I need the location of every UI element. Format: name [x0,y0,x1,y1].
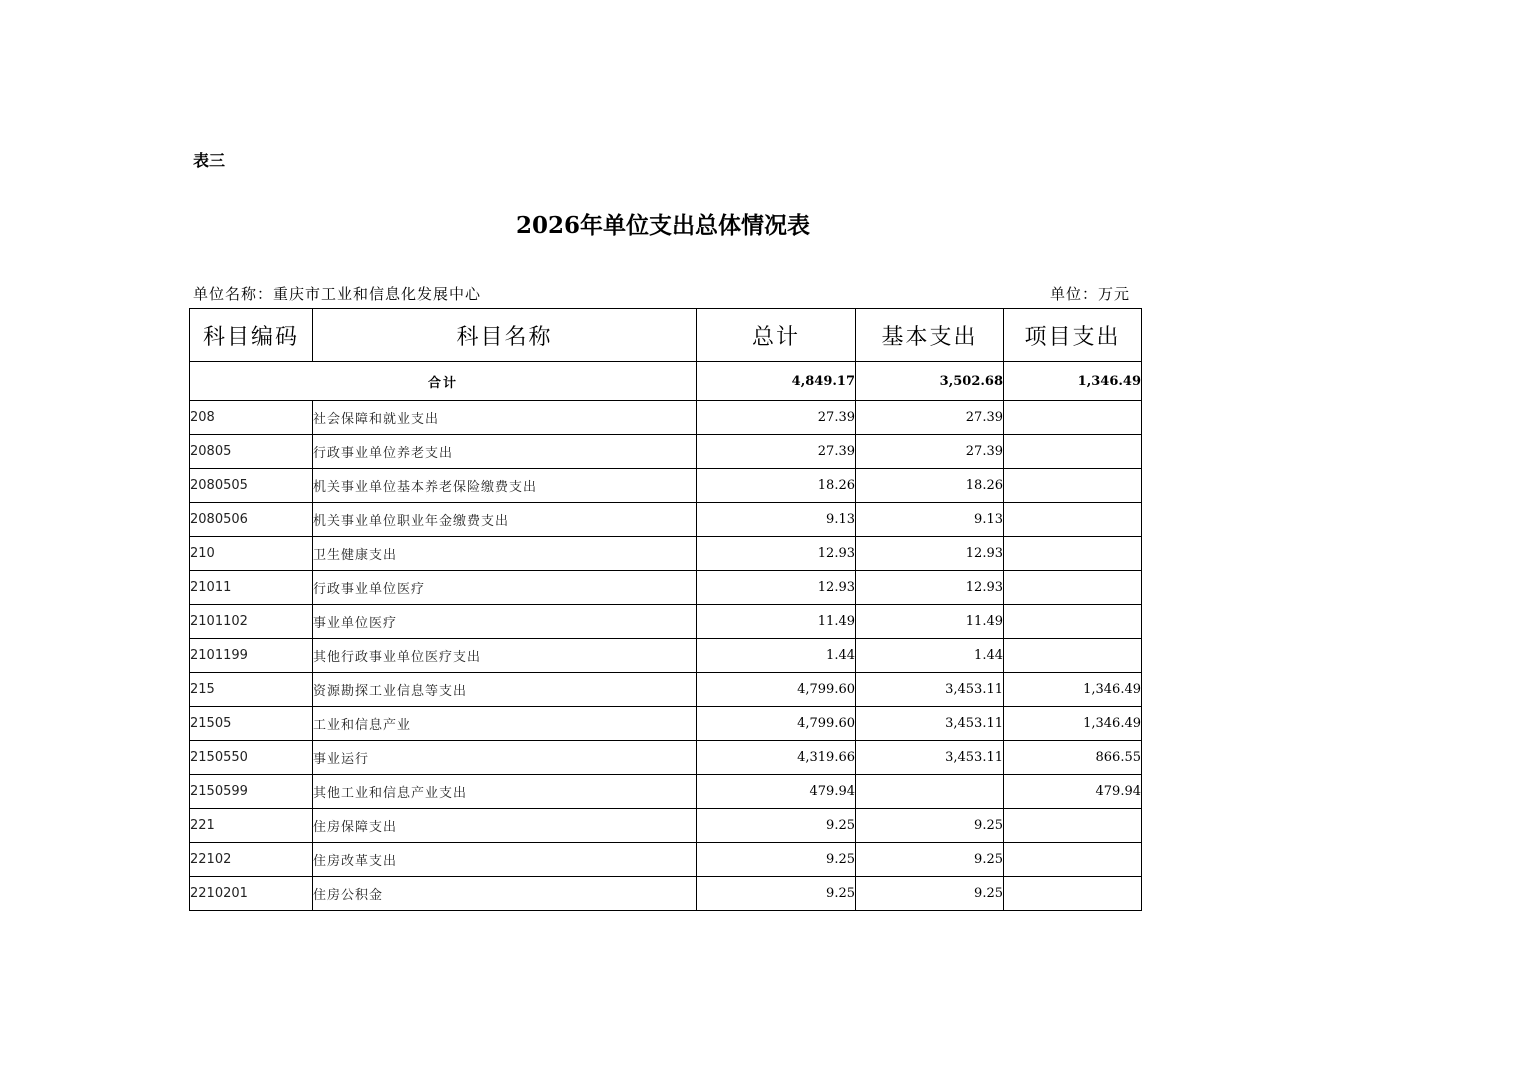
row-basic: 9.25 [856,809,1004,843]
row-name: 事业运行 [313,741,697,775]
row-total: 4,799.60 [697,673,856,707]
row-project [1004,639,1142,673]
row-code: 210 [190,537,313,571]
expenditure-table [189,308,1142,911]
header-basic: 基本支出 [856,309,1004,362]
row-project [1004,537,1142,571]
row-total: 4,799.60 [697,707,856,741]
total-sum: 4,849.17 [697,362,856,401]
header-code: 科目编码 [190,309,313,362]
row-project: 1,346.49 [1004,707,1142,741]
row-total: 12.93 [697,571,856,605]
row-code: 21011 [190,571,313,605]
row-project: 1,346.49 [1004,673,1142,707]
table-row [190,639,1142,673]
row-name: 其他工业和信息产业支出 [313,775,697,809]
document-title: 2026年单位支出总体情况表 [515,212,810,239]
row-project [1004,809,1142,843]
row-total: 11.49 [697,605,856,639]
row-code: 2150599 [190,775,313,809]
total-basic: 3,502.68 [856,362,1004,401]
row-project [1004,435,1142,469]
row-project [1004,401,1142,435]
row-name: 事业单位医疗 [313,605,697,639]
table-row [190,843,1142,877]
table-row [190,673,1142,707]
table-row [190,401,1142,435]
row-total: 4,319.66 [697,741,856,775]
row-name: 行政事业单位养老支出 [313,435,697,469]
table-row [190,469,1142,503]
row-basic: 1.44 [856,639,1004,673]
row-project [1004,469,1142,503]
total-row [190,362,1142,401]
table-row [190,809,1142,843]
row-code: 2080505 [190,469,313,503]
table-row [190,571,1142,605]
row-project: 479.94 [1004,775,1142,809]
row-basic: 11.49 [856,605,1004,639]
total-project: 1,346.49 [1004,362,1142,401]
row-code: 20805 [190,435,313,469]
row-total: 27.39 [697,435,856,469]
row-code: 2101199 [190,639,313,673]
table-row [190,605,1142,639]
row-basic: 3,453.11 [856,673,1004,707]
header-name: 科目名称 [313,309,697,362]
total-label: 合计 [190,362,697,401]
row-name: 行政事业单位医疗 [313,571,697,605]
row-basic: 12.93 [856,537,1004,571]
row-name: 机关事业单位基本养老保险缴费支出 [313,469,697,503]
row-project [1004,503,1142,537]
row-basic: 27.39 [856,401,1004,435]
row-total: 9.25 [697,809,856,843]
row-project [1004,571,1142,605]
row-total: 12.93 [697,537,856,571]
row-name: 机关事业单位职业年金缴费支出 [313,503,697,537]
table-row [190,877,1142,911]
row-project [1004,605,1142,639]
row-basic: 27.39 [856,435,1004,469]
row-code: 208 [190,401,313,435]
row-total: 9.25 [697,843,856,877]
header-row [190,309,1142,362]
row-code: 21505 [190,707,313,741]
table-row [190,503,1142,537]
header-project: 项目支出 [1004,309,1142,362]
row-basic: 9.25 [856,843,1004,877]
row-name: 社会保障和就业支出 [313,401,697,435]
row-name: 其他行政事业单位医疗支出 [313,639,697,673]
row-code: 2210201 [190,877,313,911]
row-basic: 3,453.11 [856,741,1004,775]
row-code: 2150550 [190,741,313,775]
row-total: 1.44 [697,639,856,673]
row-name: 资源勘探工业信息等支出 [313,673,697,707]
row-project [1004,843,1142,877]
table-row [190,537,1142,571]
unit-name: 单位名称：重庆市工业和信息化发展中心 [193,285,482,303]
row-total: 9.13 [697,503,856,537]
row-code: 22102 [190,843,313,877]
table-row [190,741,1142,775]
row-basic: 9.13 [856,503,1004,537]
row-project [1004,877,1142,911]
row-name: 卫生健康支出 [313,537,697,571]
row-total: 9.25 [697,877,856,911]
row-basic: 9.25 [856,877,1004,911]
row-total: 18.26 [697,469,856,503]
table-body [190,401,1142,911]
row-basic: 3,453.11 [856,707,1004,741]
table-row [190,707,1142,741]
row-name: 住房改革支出 [313,843,697,877]
row-code: 2101102 [190,605,313,639]
row-total: 27.39 [697,401,856,435]
row-code: 221 [190,809,313,843]
table-row [190,775,1142,809]
table-number: 表三 [193,151,226,170]
row-name: 住房公积金 [313,877,697,911]
table-row [190,435,1142,469]
row-basic [856,775,1004,809]
row-basic: 18.26 [856,469,1004,503]
row-project: 866.55 [1004,741,1142,775]
row-code: 2080506 [190,503,313,537]
row-basic: 12.93 [856,571,1004,605]
unit-label: 单位：万元 [1050,285,1131,303]
row-code: 215 [190,673,313,707]
row-name: 住房保障支出 [313,809,697,843]
header-total: 总计 [697,309,856,362]
row-name: 工业和信息产业 [313,707,697,741]
row-total: 479.94 [697,775,856,809]
